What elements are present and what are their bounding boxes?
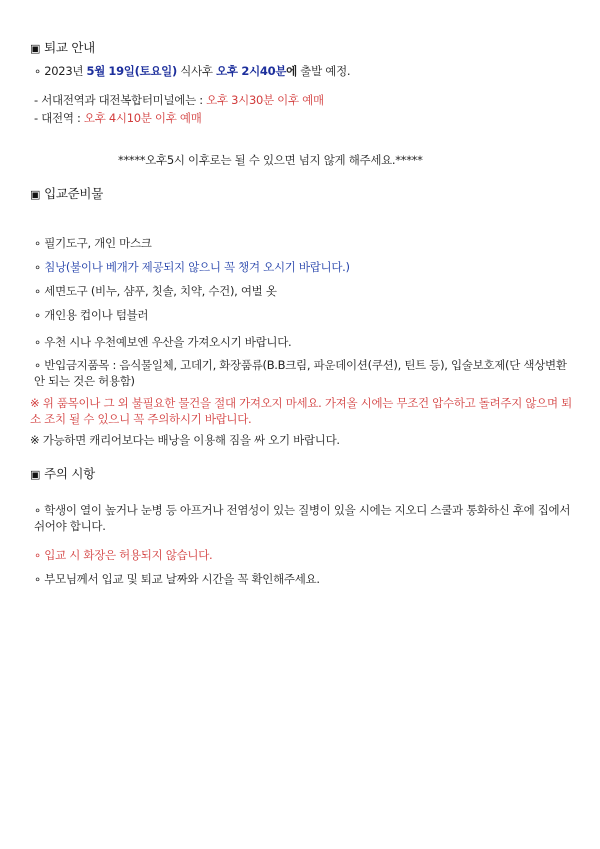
supply-item-stationery: ∘ 필기도구, 개인 마스크 (34, 236, 152, 250)
departure-year: 2023년 (44, 64, 87, 78)
departure-time: 오후 2시40분 (216, 64, 287, 78)
bullet: ∘ (34, 64, 41, 78)
supplies-title: 입교준비물 (44, 186, 103, 201)
prohibited-items: ∘ 반입금지품목 : 음식물일체, 고데기, 화장품류(B.B크림, 파운데이션(쿠션), 틴트 등), 입술보호제(단 색상변환 안 되는 것은 허용함) (34, 358, 567, 388)
square-box-icon: ▣ (30, 42, 41, 55)
dismissal-title: 퇴교 안내 (44, 40, 95, 55)
bullet: ∘ (34, 260, 45, 274)
supply-item-cup: ∘ 개인용 컵이나 텀블러 (34, 308, 149, 322)
supply-item-umbrella: ∘ 우천 시나 우천예보엔 우산을 가져오시기 바랍니다. (34, 335, 292, 349)
departure-month: 5월 (86, 64, 106, 78)
warning-note: ※ 위 품목이나 그 외 불필요한 물건을 절대 가져오지 마세요. 가져올 시에는 무조건 압수하고 돌려주지 않으며 퇴소 조치 될 수 있으니 꼭 주의하시기 바랍니다. (30, 396, 572, 426)
terminal-line (34, 93, 324, 108)
backpack-note: ※ 가능하면 캐리어보다는 배낭을 이용해 짐을 싸 오기 바랍니다. (30, 433, 340, 447)
supplies-heading (30, 186, 103, 202)
terminal-label: - 서대전역과 대전복합터미널에는 : (34, 93, 207, 107)
square-box-icon: ▣ (30, 468, 41, 481)
supply-item-toiletries: ∘ 세면도구 (비누, 샴푸, 칫솔, 치약, 수건), 여벌 옷 (34, 284, 277, 298)
sleeping-bag-text: 침낭(불이나 베개가 제공되지 않으니 꼭 챙겨 오시기 바랍니다.) (44, 260, 350, 274)
supply-item-sleeping-bag (34, 260, 350, 275)
station-label: - 대전역 : (34, 111, 84, 125)
caution-parents: ∘ 부모님께서 입교 및 퇴교 날짜와 시간을 꼭 확인해주세요. (34, 572, 320, 586)
caution-illness: ∘ 학생이 열이 높거나 눈병 등 아프거나 전염성이 있는 질병이 있을 시에는 지오디 스쿨과 통화하신 후에 집에서 쉬어야 합니다. (34, 503, 571, 533)
departure-date: 19일(토요일) (108, 64, 177, 78)
departure-line (34, 64, 350, 79)
departure-suffix-bold: 에 (286, 64, 297, 78)
cautions-title: 주의 시항 (44, 466, 95, 481)
cautions-heading (30, 466, 95, 482)
departure-suffix: 출발 예정. (296, 64, 351, 78)
station-time: 오후 4시10분 이후 예매 (83, 111, 202, 125)
square-box-icon: ▣ (30, 188, 41, 201)
time-note: *****오후5시 이후로는 될 수 있으면 넘지 않게 해주세요.***** (118, 153, 423, 167)
station-line (34, 111, 202, 126)
caution-makeup: ∘ 입교 시 화장은 허용되지 않습니다. (34, 548, 213, 562)
dismissal-heading (30, 40, 95, 56)
departure-mid: 식사후 (176, 64, 217, 78)
terminal-time: 오후 3시30분 이후 예매 (206, 93, 324, 107)
